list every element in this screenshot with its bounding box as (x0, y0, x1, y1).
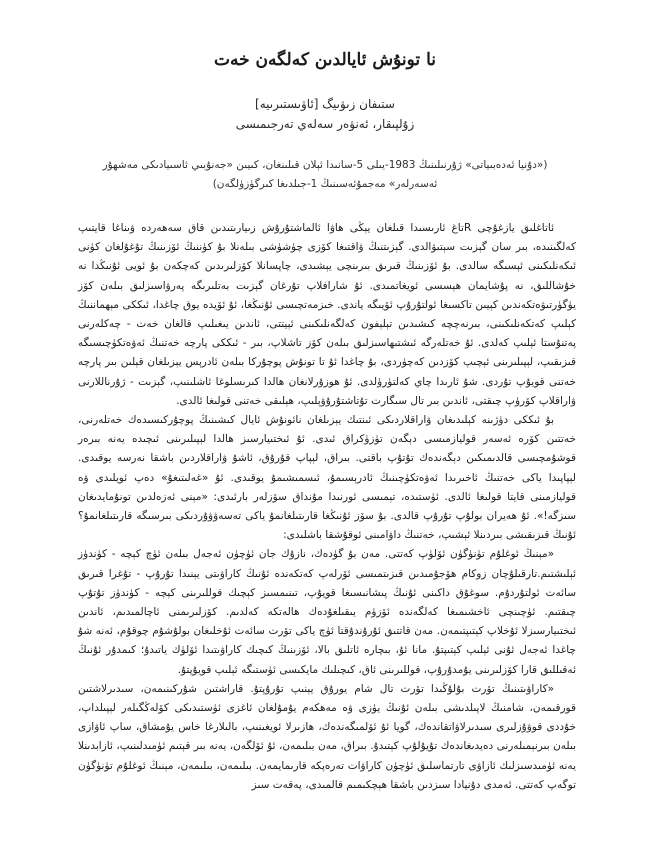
translator-line: زۇلپىقار، ئەنۋەر سەلەي تەرجىمىسى (235, 117, 415, 131)
document-title: نا تونۇش ئايالدىن كەلگەن خەت (214, 50, 436, 70)
paragraph: «كاراۋىتىنىڭ تۆرت بۇلۇڭىدا تۆرت تال شام يورۇق يېنىپ تۇرۇپتۇ. قاراشتىن شۇركىنىمەن، سىدىرلاشتىن قورقىمەن، شامنىڭ لاپىلدىشى بىلەن ئۇنىڭ يۈزى ۋە مەھكەم يۇمۇلغان ئاغزى ئۈستىدىكى كۆلەڭگىلەر لېپىلداپ، خۇددى قوۋۇزلىرى سىدىرلاۋاتقاندەك، گويا ئۇ ئۆلمىگەندەك، ھازىرلا ئويغىنىپ، بالىلارغا خاس يۇمشاق، ساپ ئاۋازى بىلەن بىرنېمىلەرنى دەيدىغاندەك تۇيۇلۇپ كېتىدۇ. بىراق، مەن بىلىمەن، ئۇ ئۆلگەن، يەنە بىر قېتىم ئۈمىدلىنىپ، ئازابدىنلا يەنە ئۈمىدسىزلىك ئازاۋى تارتماسلىق ئۈچۈن كاراۋات تەرەپكە قارىمايمەن. بىلىمەن، بىلىمەن، مېنىڭ ئوغلۇم تۈنۈگۈن توگەپ كەتتى. ئەمدى دۇنيادا سىزدىن باشقا ھېچكىمىم قالمىدى، پەقەت سىز (78, 682, 576, 791)
author-line: ستىفان زىۋىيگ [ئاۋىستىرىيە] (255, 97, 395, 111)
paragraph: «مېنىڭ ئوغلۇم تۈنۈگۈن ئۆلۈپ كەتتى. مەن بۇ گۈدەك، نازۇك جان ئۈچۈن ئەجەل بىلەن ئۈچ كېچە - كۈندۈز ئېلىشتىم.تارقىلۇچان زوكام ھۆجۇمىدىن قىزىتمىسى ئۆرلەپ كەتكەندە ئۇنىڭ كاراۋىتى يېنىدا تۇرۇپ - تۇغرا قىرىق سائەت ئولتۇردۇم. سوغۇق داكىنى ئۇنىڭ پىشانىسىغا قويۇپ، تىنىمسىز كېچىك قوللىرىنى كېچە - كۈندۈز تۇتۇپ چىقتىم. ئۈچىنچى ئاخشىمىغا كەلگەندە ئۆزۈم يىقىلغۇدەك ھالەتكە كەلدىم. كۆزلىرىمنى ئاچالمىدىم، ئاندىن ئىختىيارسىزلا ئۇخلاپ كېتىپتىمەن. مەن قاتتىق ئۇرۇندۇقتا ئۈچ ياكى تۆرت سائەت ئۇخلىغان بولۇشۇم چوقۇم، ئەنە شۇ چاغدا ئەجەل ئۇنى ئېلىپ كېتىپتۇ. مانا ئۇ، بىچارە ئاتلىق بالا، ئۆزىنىڭ كىچىك كاراۋىتىدا ئۆلۈك ياتىدۇ؛ كىمدۇر ئۇنىڭ ئەقىللىق قارا كۆزلىرىنى يۇمدۇرۇپ، قوللىرىنى ئاق، كىچىلىك مايكىسى ئۈستىگە ئېلىپ قويۇپتۇ. (78, 548, 576, 676)
paragraph: ئاتاغلىق يازغۇچى Rتاغ ئارىسىدا قىلغان يېڭى ھاۋا ئالماشتۇرۇش زىيارىتىدىن قاق سەھەردە ۋىناغا قايتىپ كەلگىنىدە، بىر سان گېزىت سېتىۋالدى. گېزىتنىڭ ۋاقتىغا كۆزى چۈشۈشى بىلەنلا بۇ كۈننىڭ ئۆزىنىڭ تۇغۇلغان كۈنى ئىكەنلىكىنى ئېسىگە سالدى. بۇ ئۆزىنىڭ قىرىق بىرىنچى يېشىدى، چاپسانلا كۆزلىرىدىن كەچكەن بۇ ئويى ئۇنىڭدا نە خۇشاللىق، نە پۇشايمان ھېسسى ئويغاتمىدى. ئۇ شارافلاپ تۇرغان گېزىت بەتلىرىگە پەرۋاسىزلىق بىلەن كۆز يۈگۈرتىۋەتكەندىن كېيىن تاكسىغا ئولتۇرۇپ ئۆيىگە ياندى. خىزمەتچىسى ئۇنىڭغا، ئۇ ئۆيدە يوق چاغدا، ئىككى مېھماننىڭ كېلىپ كەتكەنلىكىنى، بىرنەچچە كىشىدىن تېلېفون كەلگەنلىكىنى ئېيتتى، ئاندىن يىغىلىپ قالغان خەت - چەكلەرنى پەتنۇستا ئېلىپ كەلدى. ئۇ خەتلەرگە ئىشتىھاسىزلىق بىلەن كۆز تاشلاپ، بىر - ئىككى پارچە خەتنىڭ ئەۋەتكۈچىسىگە قىزىقىپ، لېپىلىرىنى ئېچىپ كۆزدىن كەچۈردى، بۇ چاغدا ئۇ تا تونۇش پوچۇركا بىلەن ئادرېس يېزىلغان قېلىن بىر پارچە خەتنى قويۇپ تۇردى. شۇ ئارىدا چاي كەلتۈرۈلدى. ئۇ ھوزۇرلانغان ھالدا كىرىسلوغا ئاشلىنىپ، گېزىت - ژۇرناللارنى ۋاراقلاپ كۆرۈپ چىقتى، ئاندىن بىر تال سىگارت تۇتاشتۇرۇۋېلىپ، ھېلىقى خەتنى قولىغا ئالدى. (78, 222, 576, 407)
source-note: («دۇنيا ئەدەبىياتى» ژۇرنىلىنىڭ 1983-يىلى 5-سانىدا ئېلان قىلىنغان، كىيىن «جەنۇبىي ئاسىيادىكى مەشھۇر ئەسەرلەر» مەجمۇئەسىنىڭ 1-جىلدىغا كىرگۈزۈلگەن) (102, 159, 548, 190)
paragraph: بۇ ئىككى دۈژىنە كېلىدىغان ۋاراقلاردىكى ئىنتىك يېزىلغان نائونۇش ئايال كىشىنىڭ پوچۇركىسىدەك خەتلەرنى، خەتتىن كۆرە ئەسەر قوليازمىسى دېگەن تۈزۈكراق ئىدى. ئۇ ئىختىيارسىز ھالدا لېپىلىرىنى ئىچىدە يەنە بىرەر قوشۇمچىسى قالدىمىكىن دېگەندەك تۇتۇپ باقتى. بىراق، لېپاپ قۇرۇق، ئاشۇ ۋاراقلاردىن باشقا نەرسە يوقىدى. لېپاپىدا ياكى خەتنىڭ ئاخىرىدا ئەۋەتكۈچىنىڭ ئادرېسىمۇ، ئىسمىشىمۇ يوقىدى. ئۇ «غەلىتىغۇ» دەپ ئويلىدى ۋە قوليازمىنى قايتا قولىغا ئالدى. ئۈستىدە، تېمىسى ئورنىدا مۇنداق سۆزلەر بارئىدى: «مېنى ئەزەلدىن تونۇمايدىغان سىزگە!». ئۇ ھەيران بولۇپ تۇرۇپ قالدى. بۇ سۆز ئۇنىڭغا قارىتىلغانمۇ ياكى تەسەۋۋۇردىكى بىرسىگە قارىتىلغانمۇ؟ ئۇنىڭ قىزىقىشى بىردىنلا ئېشىپ، خەتنىڭ داۋامىنى ئوقۇشقا باشلىدى: (78, 414, 576, 542)
body-text (78, 219, 576, 795)
